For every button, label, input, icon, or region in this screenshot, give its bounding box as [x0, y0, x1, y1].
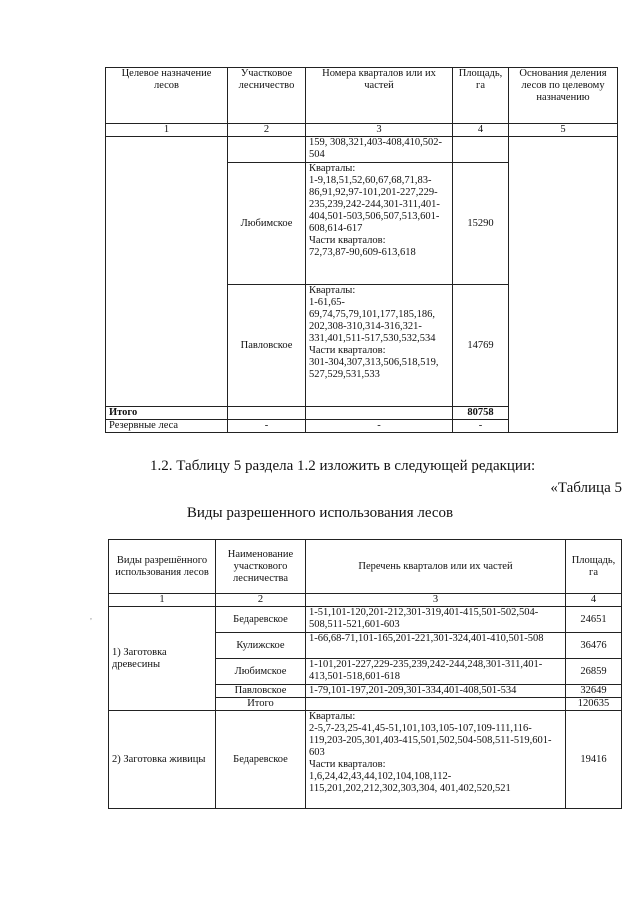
forest-purpose-table — [105, 67, 618, 433]
column-number: 4 — [566, 594, 622, 607]
quarters-list: 1-66,68-71,101-165,201-221,301-324,401-410,501-508 — [306, 633, 566, 659]
basis-cell — [509, 137, 618, 433]
total-label: Итого — [106, 407, 228, 420]
quarters-continuation: 159, 308,321,403-408,410,502-504 — [306, 137, 453, 163]
area-value: 36476 — [566, 633, 622, 659]
empty-cell — [228, 407, 306, 420]
empty-cell — [306, 698, 566, 711]
area-value: 14769 — [453, 285, 509, 407]
column-number: 5 — [509, 124, 618, 137]
header-use-type: Виды разрешённого использования лесов — [109, 540, 216, 594]
use-type-label: 2) Заготовка живицы — [109, 711, 216, 809]
area-value: 24651 — [566, 607, 622, 633]
column-number: 4 — [453, 124, 509, 137]
district-name: Любимское — [228, 163, 306, 285]
header-district: Участковое лесничество — [228, 68, 306, 124]
header-purpose: Целевое назначение лесов — [106, 68, 228, 124]
column-number: 1 — [106, 124, 228, 137]
quarters-list: 1-101,201-227,229-235,239,242-244,248,301-311,401-413,501-518,601-618 — [306, 659, 566, 685]
quarters-list: Кварталы: 1-9,18,51,52,60,67,68,71,83-86,91,92,97-101,201-227,229-235,239,242-244,301-311,401-404,501-503,506,507,513,601-608,614-617 Части кварталов: 72,73,87-90,609-613,618 — [306, 163, 453, 285]
header-quarters: Номера кварталов или их частей — [306, 68, 453, 124]
use-type-label: 1) Заготовка древесины — [109, 607, 216, 711]
column-number: 2 — [228, 124, 306, 137]
district-name: Бедаревское — [216, 711, 306, 809]
table-title: Виды разрешенного использования лесов — [186, 505, 454, 521]
column-number: 3 — [306, 594, 566, 607]
total-area: 80758 — [453, 407, 509, 420]
reserve-label: Резервные леса — [106, 420, 228, 433]
area-cell — [453, 137, 509, 163]
area-value: 19416 — [566, 711, 622, 809]
column-number: 2 — [216, 594, 306, 607]
table-label: «Таблица 5 — [550, 480, 622, 496]
quarters-list: 1-51,101-120,201-212,301-319,401-415,501-502,504-508,511-521,601-603 — [306, 607, 566, 633]
area-value: 26859 — [566, 659, 622, 685]
header-area: Площадь, га — [453, 68, 509, 124]
reserve-dash: - — [453, 420, 509, 433]
district-name: Любимское — [216, 659, 306, 685]
amendment-paragraph: 1.2. Таблицу 5 раздела 1.2 изложить в следующей редакции: — [150, 458, 536, 474]
area-value: 15290 — [453, 163, 509, 285]
district-name: Кулижское — [216, 633, 306, 659]
column-number: 3 — [306, 124, 453, 137]
empty-cell — [306, 407, 453, 420]
quarters-list: 1-79,101-197,201-209,301-334,401-408,501-534 — [306, 685, 566, 698]
scan-speck: , — [90, 612, 92, 621]
header-area: Площадь, га — [566, 540, 622, 594]
reserve-dash: - — [306, 420, 453, 433]
subtotal-label: Итого — [216, 698, 306, 711]
header-basis: Основания деления лесов по целевому назначению — [509, 68, 618, 124]
district-name: Павловское — [216, 685, 306, 698]
quarters-list: Кварталы: 1-61,65-69,74,75,79,101,177,185,186, 202,308-310,314-316,321-331,401,511-517,530,532,534 Части кварталов: 301-304,307,313,506,518,519, 527,529,531,533 — [306, 285, 453, 407]
purpose-cell — [106, 137, 228, 407]
subtotal-area: 120635 — [566, 698, 622, 711]
permitted-use-table — [108, 539, 622, 809]
header-quarter-list: Перечень кварталов или их частей — [306, 540, 566, 594]
district-name: Бедаревское — [216, 607, 306, 633]
column-number: 1 — [109, 594, 216, 607]
area-value: 32649 — [566, 685, 622, 698]
district-cell — [228, 137, 306, 163]
quarters-list: Кварталы: 2-5,7-23,25-41,45-51,101,103,105-107,109-111,116-119,203-205,301,403-415,501,502,504-508,511-519,601-603 Части кварталов: 1,6,24,42,43,44,102,104,108,112-115,201,202,212,302,303,304, 401,402,520,521 — [306, 711, 566, 809]
reserve-dash: - — [228, 420, 306, 433]
header-district-name: Наименование участкового лесничества — [216, 540, 306, 594]
district-name: Павловское — [228, 285, 306, 407]
